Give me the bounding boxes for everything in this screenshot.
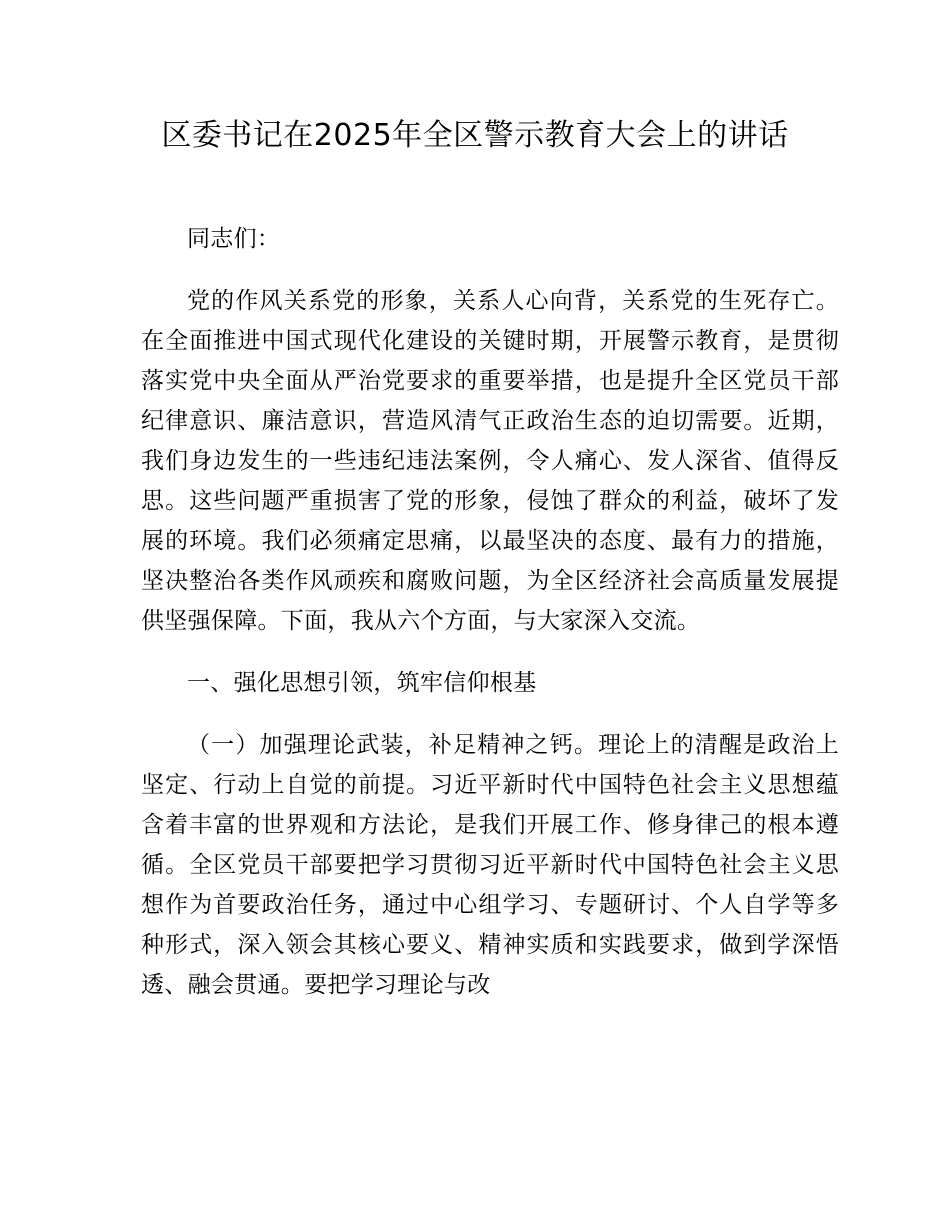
document-title: 区委书记在2025年全区警示教育大会上的讲话 <box>161 118 789 153</box>
salutation: 同志们： <box>187 226 281 252</box>
body-paragraph: （一）加强理论武装，补足精神之钙。理论上的清醒是政治上坚定、行动上自觉的前提。习近平新时代中国特色社会主义思想蕴含着丰富的世界观和方法论，是我们开展工作、修身律己的根本遵循。全区党员干部要把学习贯彻习近平新时代中国特色社会主义思想作为首要政治任务，通过中心组学习、专题研讨、个人自学等多种形式，深入领会其核心要义、精神实质和实践要求，做到学深悟透、融会贯通。要把学习理论与改 <box>141 732 839 998</box>
document-body <box>141 219 839 1027</box>
intro-paragraph: 党的作风关系党的形象，关系人心向背，关系党的生死存亡。在全面推进中国式现代化建设的关键时期，开展警示教育，是贯彻落实党中央全面从严治党要求的重要举措，也是提升全区党员干部纪律意识、廉洁意识，营造风清气正政治生态的迫切需要。近期，我们身边发生的一些违纪违法案例，令人痛心、发人深省、值得反思。这些问题严重损害了党的形象，侵蚀了群众的利益，破坏了发展的环境。我们必须痛定思痛，以最坚决的态度、最有力的措施，坚决整治各类作风顽疾和腐败问题，为全区经济社会高质量发展提供坚强保障。下面，我从六个方面，与大家深入交流。 <box>141 288 839 634</box>
section-heading: 一、强化思想引领，筑牢信仰根基 <box>187 670 537 696</box>
